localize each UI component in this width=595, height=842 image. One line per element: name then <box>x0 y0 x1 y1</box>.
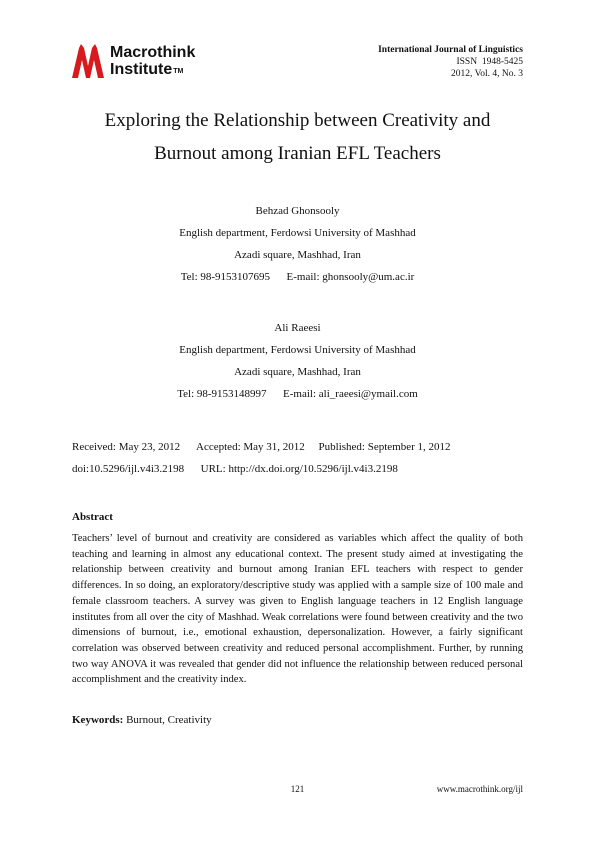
publisher-logo <box>72 44 232 80</box>
journal-name: International Journal of Linguistics <box>378 45 523 55</box>
journal-issn: ISSN 1948-5425 <box>456 57 523 67</box>
author-contact: Tel: 98-9153148997 E-mail: ali_raeesi@ymail.com <box>177 388 418 400</box>
author-name: Behzad Ghonsooly <box>255 205 340 217</box>
doi-url-line: doi:10.5296/ijl.v4i3.2198 URL: http://dx.doi.org/10.5296/ijl.v4i3.2198 <box>72 463 398 475</box>
keywords <box>72 714 212 726</box>
author-block-1 <box>40 200 555 288</box>
trademark-mark: TM <box>173 68 184 75</box>
footer-url: www.macrothink.org/ijl <box>436 784 523 794</box>
author-address: Azadi square, Mashhad, Iran <box>234 249 361 261</box>
keywords-label: Keywords: <box>72 714 124 726</box>
publisher-name-line1: Macrothink <box>110 44 196 61</box>
abstract-text: Teachers’ level of burnout and creativity are considered as variables which affect the quality of both teaching and learning in almost any educational context. The present study aimed at investigating the relationship between creativity and burnout among Iranian EFL teachers with respect to gender differences. In so doing, an exploratory/descriptive study was applied with a sample size of 100 male and female classroom teachers. A survey was given to English language teachers in 12 English language institutes from all over the city of Mashhad. Weak correlations were found between creativity and the two dimensions of burnout, i.e., emotional exhaustion, depersonalization. However, a fairly significant correlation was observed between creativity and reduced personal accomplishment. Further, by running two way ANOVA it was revealed that gender did not influence the relationship between reduced personal accomplishment and the creativity index. <box>72 533 523 686</box>
abstract-heading: Abstract <box>72 511 113 523</box>
author-affiliation: English department, Ferdowsi University of Mashhad <box>179 227 416 239</box>
journal-header <box>378 44 523 80</box>
journal-volume: 2012, Vol. 4, No. 3 <box>451 69 523 79</box>
paper-title-line2: Burnout among Iranian EFL Teachers <box>154 143 441 164</box>
author-affiliation: English department, Ferdowsi University of Mashhad <box>179 344 416 356</box>
paper-title <box>40 104 555 170</box>
page-number: 121 <box>290 784 305 794</box>
publisher-name-line2-text: Institute <box>110 61 173 78</box>
publisher-name <box>110 44 195 78</box>
publisher-name-line2 <box>110 61 195 78</box>
publication-dates: Received: May 23, 2012 Accepted: May 31, 2012 Published: September 1, 2012 <box>72 441 451 453</box>
author-contact: Tel: 98-9153107695 E-mail: ghonsooly@um.ac.ir <box>180 271 415 283</box>
macrothink-logo-mark-icon <box>72 44 108 78</box>
author-block-2 <box>40 317 555 405</box>
keywords-value: Burnout, Creativity <box>123 714 212 726</box>
paper-title-line1: Exploring the Relationship between Creativity and <box>104 110 491 131</box>
author-address: Azadi square, Mashhad, Iran <box>234 366 361 378</box>
author-name: Ali Raeesi <box>274 322 321 334</box>
